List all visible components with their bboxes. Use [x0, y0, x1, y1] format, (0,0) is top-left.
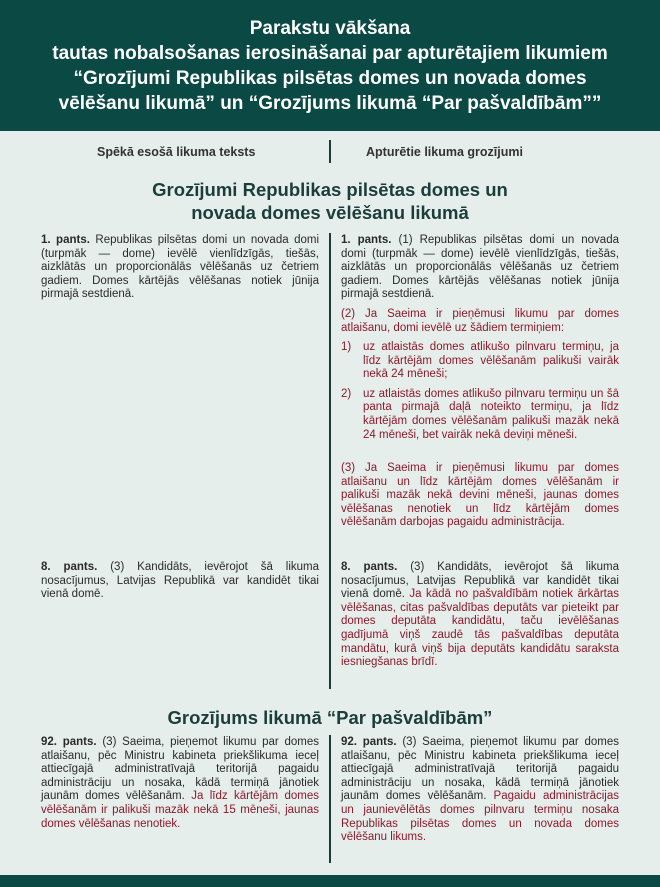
- header-line-3: “Grozījumi Republikas pilsētas domes un novada domes: [73, 67, 587, 89]
- list-item: [341, 388, 619, 442]
- article-label: 92. pants.: [341, 736, 397, 748]
- article-1-suspended: [341, 234, 619, 302]
- article-92-current: [41, 736, 319, 831]
- article-1-paragraph-2: (2) Ja Saeima ir pieņēmusi likumu par domes atlaišanu, domi ievēlē uz šādiem termiņiem:: [341, 308, 619, 334]
- list-item-text: uz atlaistās domes atlikušo pilnvaru termiņu un šā panta pirmajā daļā noteikto termiņu, ja līdz kārtējām domes vēlēšanām palikuši mazāk nekā 24 mēneši, bet vairāk nekā deviņi mēneši.: [363, 387, 619, 441]
- article-8-current: [41, 561, 319, 602]
- article-text: (3) Saeima, pieņemot likumu par domes atlaišanu, pēc Ministru kabineta priekšlikuma ieceļ attiecīgajā administratīvajā teritorijā pagaidu administrāciju un nosaka, kādā termiņā jānotiek jaunām domes vēlēšanām.: [341, 736, 619, 803]
- article-label: 8. pants.: [341, 561, 398, 573]
- list-item: [341, 341, 619, 382]
- article-text: Republikas pilsētas domi un novada domi (turpmāk — dome) ievēlē vienlīdzīgās, tiešās, aizklātās un proporcionālās vēlēšanās uz četriem gadiem. Domes kārtējās vēlēšanas notiek jūnija pirmajā sestdienā.: [41, 234, 319, 301]
- column-divider: [329, 140, 331, 163]
- section-2-title: Grozījums likumā “Par pašvaldībām”: [167, 707, 493, 728]
- list-item-number: 2): [341, 387, 352, 400]
- header-line-1: Parakstu vākšana: [249, 17, 411, 39]
- header-line-2: tautas nobalsošanas ierosināšanai par apturētajiem likumiem: [52, 42, 608, 64]
- article-label: 1. pants.: [41, 234, 90, 246]
- article-1-current: [41, 234, 319, 302]
- article-92-suspended: [341, 736, 619, 845]
- section-1-title-line-2: novada domes vēlēšanu likumā: [191, 202, 469, 223]
- article-label: 8. pants.: [41, 561, 98, 573]
- article-text: (3) Kandidāts, ievērojot šā likuma nosacījumus, Latvijas Republikā var kandidēt tikai vienā domē.: [341, 561, 619, 601]
- amendment-text: Ja līdz kārtējām domes vēlēšanām ir palikuši mazāk nekā 15 mēneši, jaunas domes vēlēšanas nenotiek.: [41, 790, 319, 830]
- article-text: (3) Kandidāts, ievērojot šā likuma nosacījumus, Latvijas Republikā var kandidēt tikai vienā domē.: [41, 561, 319, 601]
- article-1-term-list: [341, 341, 619, 444]
- column-heading-current: Spēkā esošā likuma teksts: [97, 145, 256, 159]
- list-item-text: uz atlaistās domes atlikušo pilnvaru termiņu, ja līdz kārtējām domes vēlēšanām palikuši vairāk nekā 24 mēneši;: [363, 341, 619, 381]
- article-text: (3) Saeima, pieņemot likumu par domes atlaišanu, pēc Ministru kabineta priekšlikuma ieceļ attiecīgajā administratīvajā teritorijā pagaidu administrāciju un nosaka, kādā termiņā jānotiek jaunām domes vēlēšanām.: [41, 736, 319, 803]
- column-heading-suspended: Apturētie likuma grozījumi: [366, 145, 523, 159]
- page-footer-bar: [0, 875, 660, 887]
- amendment-text: Ja kādā no pašvaldībām notiek ārkārtas vēlēšanas, citas pašvaldības deputāts var pieteikt par domes deputāta kandidātu, taču ievēlēšanas gadījumā viņš zaudē tās pašvaldības deputāta mandātu, kurā viņš bija deputāts kandidātu saraksta iesniegšanas brīdī.: [341, 588, 619, 669]
- article-1-paragraph-3: (3) Ja Saeima ir pieņēmusi likumu par domes atlaišanu un līdz kārtējām domes vēlēšanām ir palikuši mazāk nekā devini mēneši, jaunas domes vēlēšanas nenotiek un līdz kārtējām domes vēlēšanām darbojas pagaidu administrācija.: [341, 462, 619, 529]
- amendment-text: Pagaidu administrācijas un jaunievēlētās domes pilnvaru termiņu nosaka Republikas pilsētas domes un novada domes vēlēšanu likums.: [341, 790, 619, 844]
- list-item-number: 1): [341, 341, 352, 353]
- section-2-column-divider: [329, 735, 331, 863]
- article-8-suspended: [341, 561, 619, 670]
- column-headings: [0, 140, 660, 164]
- article-label: 92. pants.: [41, 736, 97, 748]
- section-1-column-divider: [329, 233, 331, 689]
- section-1-title-line-1: Grozījumi Republikas pilsētas domes un: [152, 179, 508, 200]
- section-1-title: [0, 178, 660, 224]
- page-header: [0, 0, 660, 131]
- header-line-4: vēlēšanu likumā” un “Grozījums likumā “Par pašvaldībām””: [58, 92, 602, 114]
- article-text: (1) Republikas pilsētas domi un novada domi (turpmāk — dome) ievēlē vienlīdzīgās, tiešās, aizklātās un proporcionālās vēlēšanās uz četriem gadiem. Domes kārtējās vēlēšanas notiek jūnija pirmajā sestdienā.: [341, 234, 619, 301]
- article-label: 1. pants.: [341, 234, 392, 246]
